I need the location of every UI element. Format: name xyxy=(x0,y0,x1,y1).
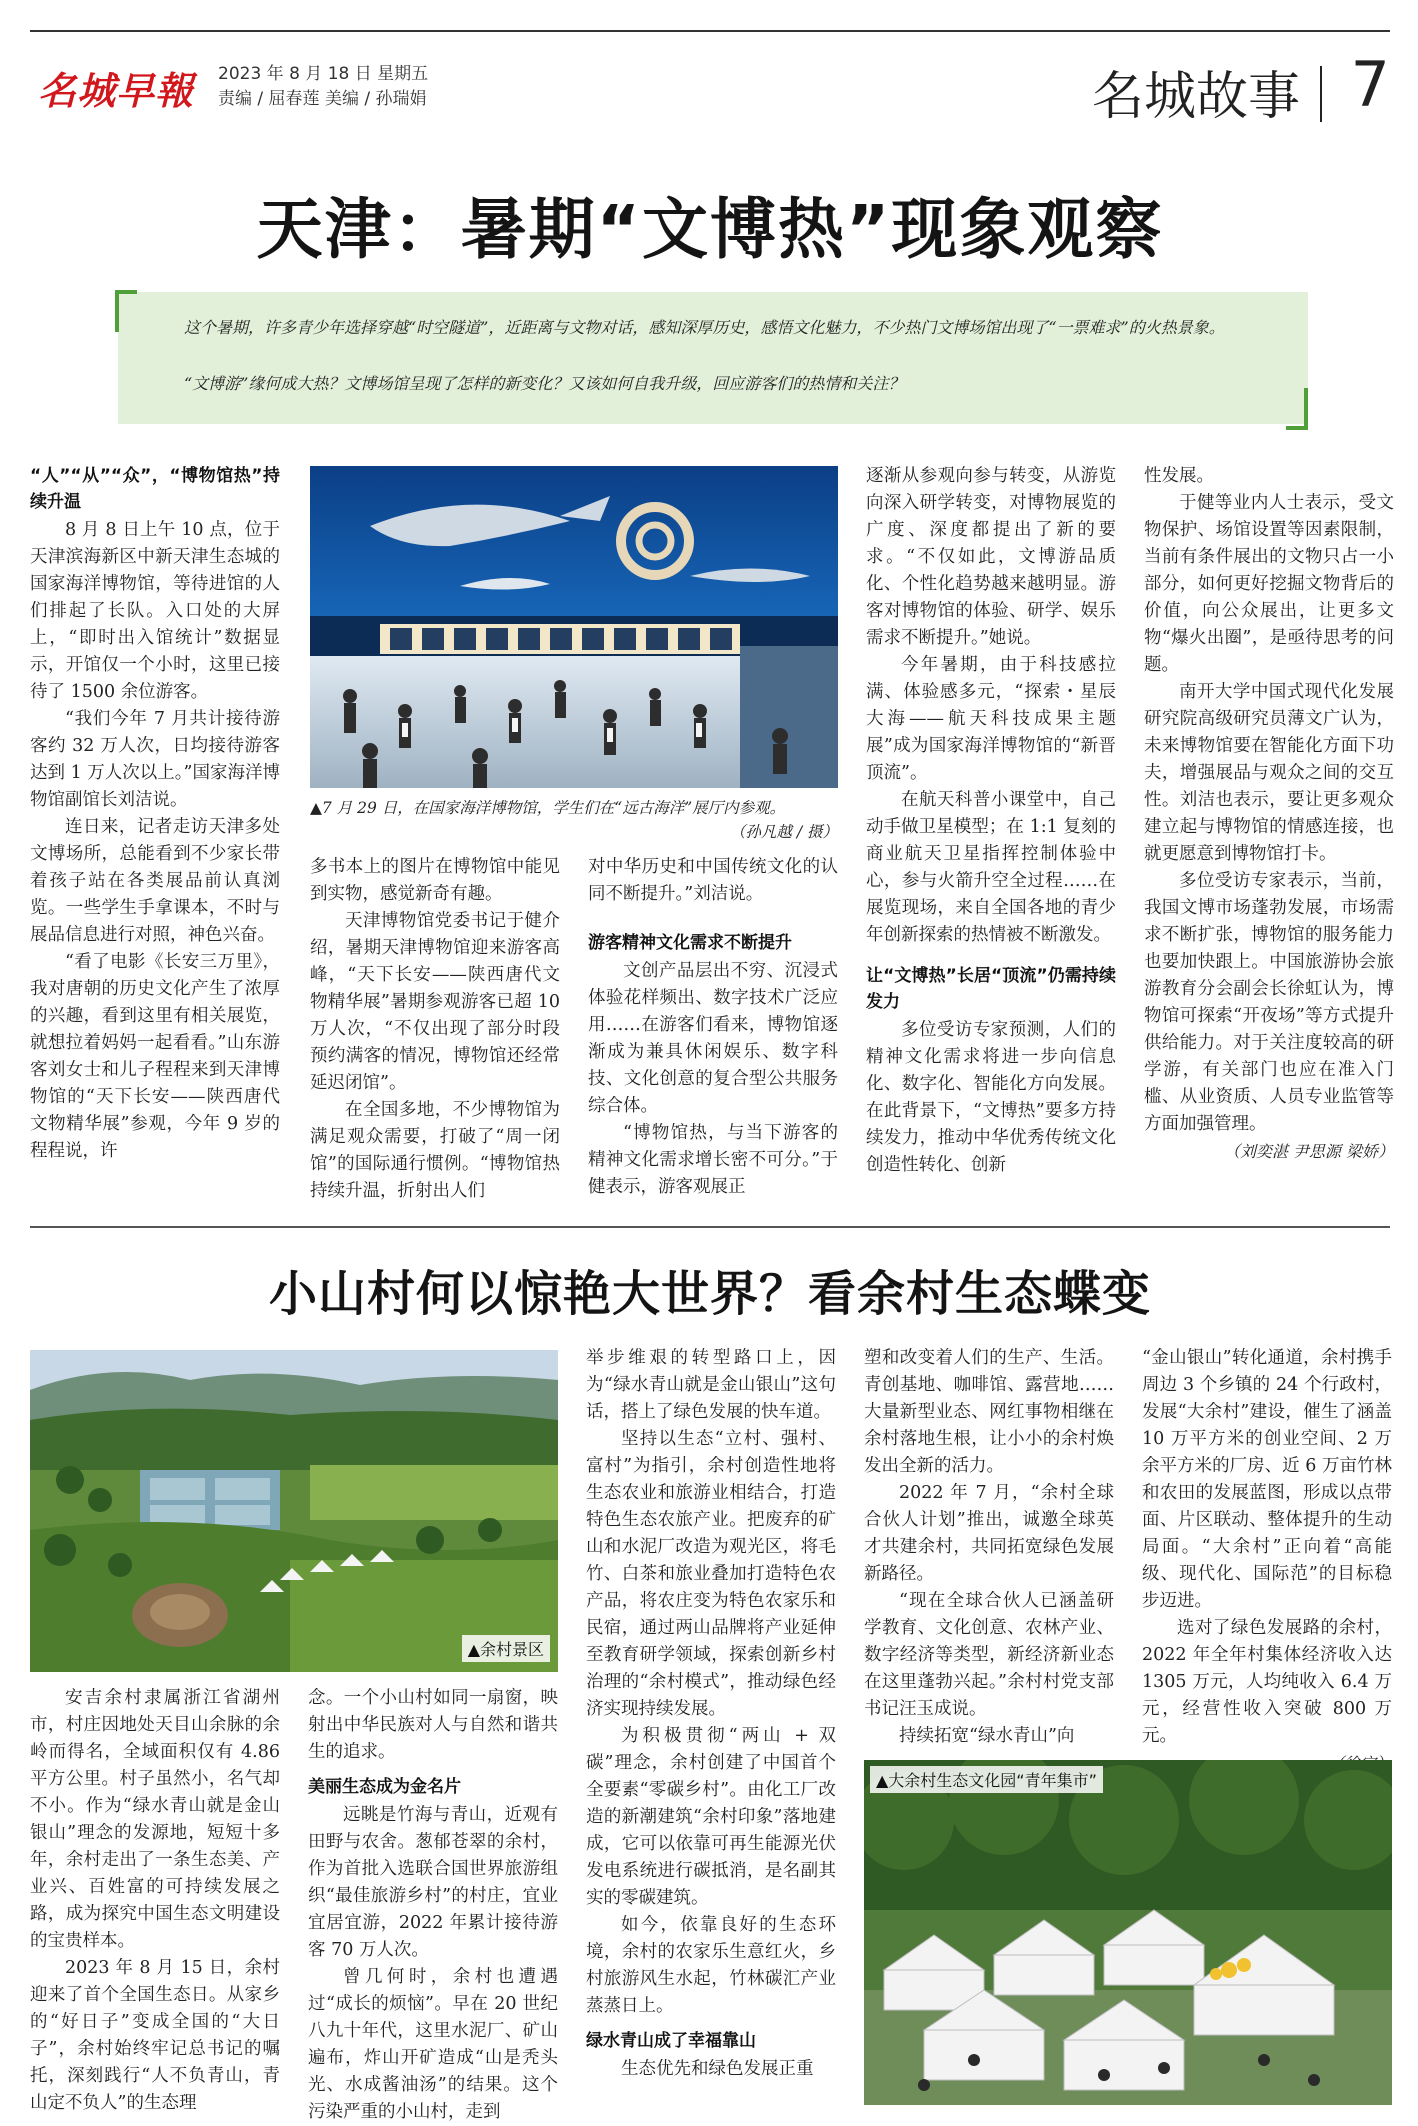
paragraph: 远眺是竹海与青山，近观有田野与农舍。葱郁苍翠的余村，作为首批入选联合国世界旅游组织“最佳旅游乡村”的村庄，宜业宜居宜游，2022 年累计接待游客 70 万人次。 xyxy=(308,1805,558,1960)
paragraph: 坚持以生态“立村、强村、富村”为指引，余村创造性地将生态农业和旅游业相结合，打造特色生态农旅产业。把废弃的矿山和水泥厂改造为观光区，将毛竹、白茶和旅业叠加打造特色农产品，将农庄变为特色农家乐和民宿，通过两山品牌将产业延伸至教育研学领域，探索创新乡村治理的“余村模式”，推动绿色经济实现持续发展。 xyxy=(586,1429,836,1719)
story1-column-2 xyxy=(310,854,560,1201)
paragraph: 今年暑期，由于科技感拉满、体验感多元，“探索・星辰大海——航天科技成果主题展”成为国家海洋博物馆的“新晋顶流”。 xyxy=(866,655,1116,783)
page-number: 7 xyxy=(1350,48,1390,121)
story1-subhead-2: 游客精神文化需求不断提升 xyxy=(588,933,792,953)
story1-column-3 xyxy=(588,854,838,1201)
paragraph: 持续拓宽“绿水青山”向 xyxy=(899,1726,1075,1746)
story-divider xyxy=(30,1226,1390,1228)
story1-subhead-1: “人”“从”“众”，“博物馆热”持续升温 xyxy=(30,466,280,512)
paragraph: “金山银山”转化通道，余村携手周边 3 个乡镇的 24 个行政村，发展“大余村”建设，催生了涵盖 10 万平方米的创业空间、2 万余平方米的厂房、近 6 万亩竹林和农田的发展蓝图，形成以点带面、片区联动、整体提升的生动局面。“大余村”正向着“高能级、现代化、国际范”的目标稳步迈进。 xyxy=(1142,1348,1392,1611)
paragraph: 2022 年 7 月，“余村全球合伙人计划”推出，诚邀全球英才共建余村，共同拓宽绿色发展新路径。 xyxy=(864,1483,1114,1584)
paragraph: 多位受访专家表示，当前，我国文博市场蓬勃发展，市场需求不断扩张，博物馆的服务能力也要加快跟上。中国旅游协会旅游教育分会副会长徐虹认为，博物馆可探索“开夜场”等方式提升供给能力。对于关注度较高的研学游，有关部门也应在准入门槛、从业资质、人员专业监管等方面加强管理。 xyxy=(1144,871,1394,1134)
paragraph: 逐渐从参观向参与转变，从游览向深入研学转变，对博物展览的广度、深度都提出了新的要求。“不仅如此，文博游品质化、个性化趋势越来越明显。游客对博物馆的体验、研学、娱乐需求不断提升。”她说。 xyxy=(866,466,1116,648)
issue-date: 2023 年 8 月 18 日 星期五 xyxy=(218,64,429,84)
story2-subhead-1: 美丽生态成为金名片 xyxy=(308,1777,461,1797)
village-photo-illustration xyxy=(30,1350,558,1672)
story2-column-5 xyxy=(1142,1345,1392,1746)
paragraph: 多位受访专家预测，人们的精神文化需求将进一步向信息化、数字化、智能化方向发展。在此背景下，“文博热”要多方持续发力，推动中华优秀传统文化创造性转化、创新 xyxy=(866,1020,1116,1175)
market-photo-illustration xyxy=(864,1760,1392,2105)
paragraph: 南开大学中国式现代化发展研究院高级研究员薄文广认为，未来博物馆要在智能化方面下功夫，增强展品与观众之间的交互性。刘洁也表示，要让更多观众建立起与博物馆的情感连接，也就更愿意到博物馆打卡。 xyxy=(1144,682,1394,864)
lead-bracket-decoration xyxy=(115,290,137,332)
story2-column-1 xyxy=(30,1685,280,2113)
section-name: 名城故事 xyxy=(1091,67,1300,127)
paragraph: 多书本上的图片在博物馆中能见到实物，感觉新奇有趣。 xyxy=(310,857,560,904)
paragraph: 天津博物馆党委书记于健介绍，暑期天津博物馆迎来游客高峰，“天下长安——陕西唐代文物精华展”暑期参观游客已超 10 万人次，“不仅出现了部分时段预约满客的情况，博物馆还经常延迟闭馆”。 xyxy=(310,911,560,1093)
story1-lead xyxy=(118,292,1308,424)
lead-bracket-decoration xyxy=(1286,388,1308,430)
story1-subhead-3: 让“文博热”长居“顶流”仍需持续发力 xyxy=(866,966,1116,1012)
paragraph: 如今，依靠良好的生态环境，余村的农家乐生意红火，乡村旅游风生水起，竹林碳汇产业蒸蒸日上。 xyxy=(586,1915,836,2016)
paragraph: 曾几何时，余村也遭遇过“成长的烦恼”。早在 20 世纪八九十年代，这里水泥厂、矿山遍布，炸山开矿造成“山是秃头光、水成酱油汤”的结果。这个污染严重的小山村，走到 xyxy=(308,1967,558,2122)
story1-column-4 xyxy=(866,463,1116,1201)
paragraph: 安吉余村隶属浙江省湖州市，村庄因地处天目山余脉的余岭而得名，全域面积仅有 4.86 平方公里。村子虽然小，名气却不小。作为“绿水青山就是金山银山”理念的发源地，短短十多年，余村走出了一条生态美、产业兴、百姓富的可持续发展之路，成为探究中国生态文明建设的宝贵样本。 xyxy=(30,1688,280,1951)
story1-byline: （刘奕湛 尹思源 梁娇） xyxy=(1223,1142,1394,1161)
paragraph: 连日来，记者走访天津多处文博场所，总能看到不少家长带着孩子站在各类展品前认真浏览。一些学生手拿课本，不时与展品信息进行对照，神色兴奋。 xyxy=(30,817,280,945)
market-photo xyxy=(864,1760,1392,2105)
story2-column-3 xyxy=(586,1345,836,2110)
issue-meta xyxy=(218,62,428,112)
paragraph: 8 月 8 日上午 10 点，位于天津滨海新区中新天津生态城的国家海洋博物馆，等待进馆的人们排起了长队。入口处的大屏上，“即时出入馆统计”数据显示，开馆仅一个小时，这里已接待了 1500 余位游客。 xyxy=(30,520,280,702)
paragraph: 性发展。 xyxy=(1144,466,1214,486)
masthead xyxy=(30,30,1390,125)
market-photo-label: ▲大余村生态文化园“青年集市” xyxy=(870,1766,1103,1793)
story2-column-4 xyxy=(864,1345,1114,1746)
story1-column-5 xyxy=(1144,463,1394,1201)
story2-column-2 xyxy=(308,1685,558,2122)
paragraph: “现在全球合伙人已涵盖研学教育、文化创意、农林产业、数字经济等类型，新经济新业态在这里蓬勃兴起。”余村村党支部书记汪玉成说。 xyxy=(864,1591,1114,1719)
paragraph: 对中华历史和中国传统文化的认同不断提升。”刘洁说。 xyxy=(588,857,838,904)
paragraph: 念。一个小山村如同一扇窗，映射出中华民族对人与自然和谐共生的追求。 xyxy=(308,1688,558,1762)
caption-text: ▲7 月 29 日，在国家海洋博物馆，学生们在“远古海洋”展厅内参观。 xyxy=(310,799,786,817)
paragraph: 生态优先和绿色发展正重 xyxy=(621,2059,814,2079)
story1-lead-paragraph: 这个暑期，许多青少年选择穿越“时空隧道”，近距离与文物对话，感知深厚历史，感悟文化魅力，不少热门文博场馆出现了“一票难求”的火热景象。 xyxy=(184,318,1225,337)
story2-subhead-2: 绿水青山成了幸福靠山 xyxy=(586,2031,756,2051)
paragraph: “我们今年 7 月共计接待游客约 32 万人次，日均接待游客达到 1 万人次以上。”国家海洋博物馆副馆长刘洁说。 xyxy=(30,709,280,810)
village-photo-label: ▲余村景区 xyxy=(462,1635,550,1662)
section-separator xyxy=(1320,66,1322,122)
paragraph: “看了电影《长安三万里》，我对唐朝的历史文化产生了浓厚的兴趣，看到这里有相关展览，就想拉着妈妈一起看看。”山东游客刘女士和儿子程程来到天津博物馆的“天下长安——陕西唐代文物精华展”参观，今年 9 岁的程程说，许 xyxy=(30,952,280,1161)
story1-column-1 xyxy=(30,463,280,1201)
paragraph: 文创产品层出不穷、沉浸式体验花样频出、数字技术广泛应用……在游客们看来，博物馆逐渐成为兼具休闲娱乐、数字科技、文化创意的复合型公共服务综合体。 xyxy=(588,961,838,1116)
photo-credit: （孙凡越 / 摄） xyxy=(729,823,838,841)
museum-photo xyxy=(310,466,838,788)
museum-photo-caption xyxy=(310,796,838,852)
paragraph: 为积极贯彻“两山 + 双碳”理念，余村创建了中国首个全要素“零碳乡村”。由化工厂改造的新潮建筑“余村印象”落地建成，它可以依靠可再生能源光伏发电系统进行碳抵消，是名副其实的零碳建筑。 xyxy=(586,1726,836,1908)
story2-headline: 小山村何以惊艳大世界？看余村生态蝶变 xyxy=(268,1266,1151,1322)
paragraph: 在航天科普小课堂中，自己动手做卫星模型；在 1:1 复刻的商业航天卫星指挥控制体验中心，参与火箭升空全过程……在展览现场，来自全国各地的青少年创新探索的热情被不断激发。 xyxy=(866,790,1116,945)
paragraph: 选对了绿色发展路的余村，2022 年全年村集体经济收入达 1305 万元，人均纯收入 6.4 万元，经营性收入突破 800 万元。 xyxy=(1142,1618,1392,1746)
issue-editors: 责编 / 屈春莲 美编 / 孙瑞娟 xyxy=(218,89,427,109)
story1-lead-paragraph: “文博游”缘何成大热？文博场馆呈现了怎样的新变化？又该如何自我升级，回应游客们的热情和关注？ xyxy=(184,374,905,393)
paragraph: “博物馆热，与当下游客的精神文化需求增长密不可分。”于健表示，游客观展正 xyxy=(588,1123,838,1197)
paragraph: 塑和改变着人们的生产、生活。青创基地、咖啡馆、露营地……大量新型业态、网红事物相继在余村落地生根，让小小的余村焕发出全新的活力。 xyxy=(864,1348,1114,1476)
village-photo xyxy=(30,1350,558,1672)
paragraph: 于健等业内人士表示，受文物保护、场馆设置等因素限制，当前有条件展出的文物只占一小部分，如何更好挖掘文物背后的价值，向公众展出，让更多文物“爆火出圈”，是亟待思考的问题。 xyxy=(1144,493,1394,675)
paragraph: 举步维艰的转型路口上，因为“绿水青山就是金山银山”这句话，搭上了绿色发展的快车道。 xyxy=(586,1348,836,1422)
story1-headline: 天津：暑期“文博热”现象观察 xyxy=(256,191,1164,268)
museum-photo-illustration xyxy=(310,466,838,788)
paragraph: 2023 年 8 月 15 日，余村迎来了首个全国生态日。从家乡的“好日子”变成全国的“大日子”，余村始终牢记总书记的嘱托，深刻践行“人不负青山，青山定不负人”的生态理 xyxy=(30,1958,280,2113)
newspaper-logo: 名城早報 xyxy=(38,68,195,113)
paragraph: 在全国多地，不少博物馆为满足观众需要，打破了“周一闭馆”的国际通行惯例。“博物馆热持续升温，折射出人们 xyxy=(310,1100,560,1201)
